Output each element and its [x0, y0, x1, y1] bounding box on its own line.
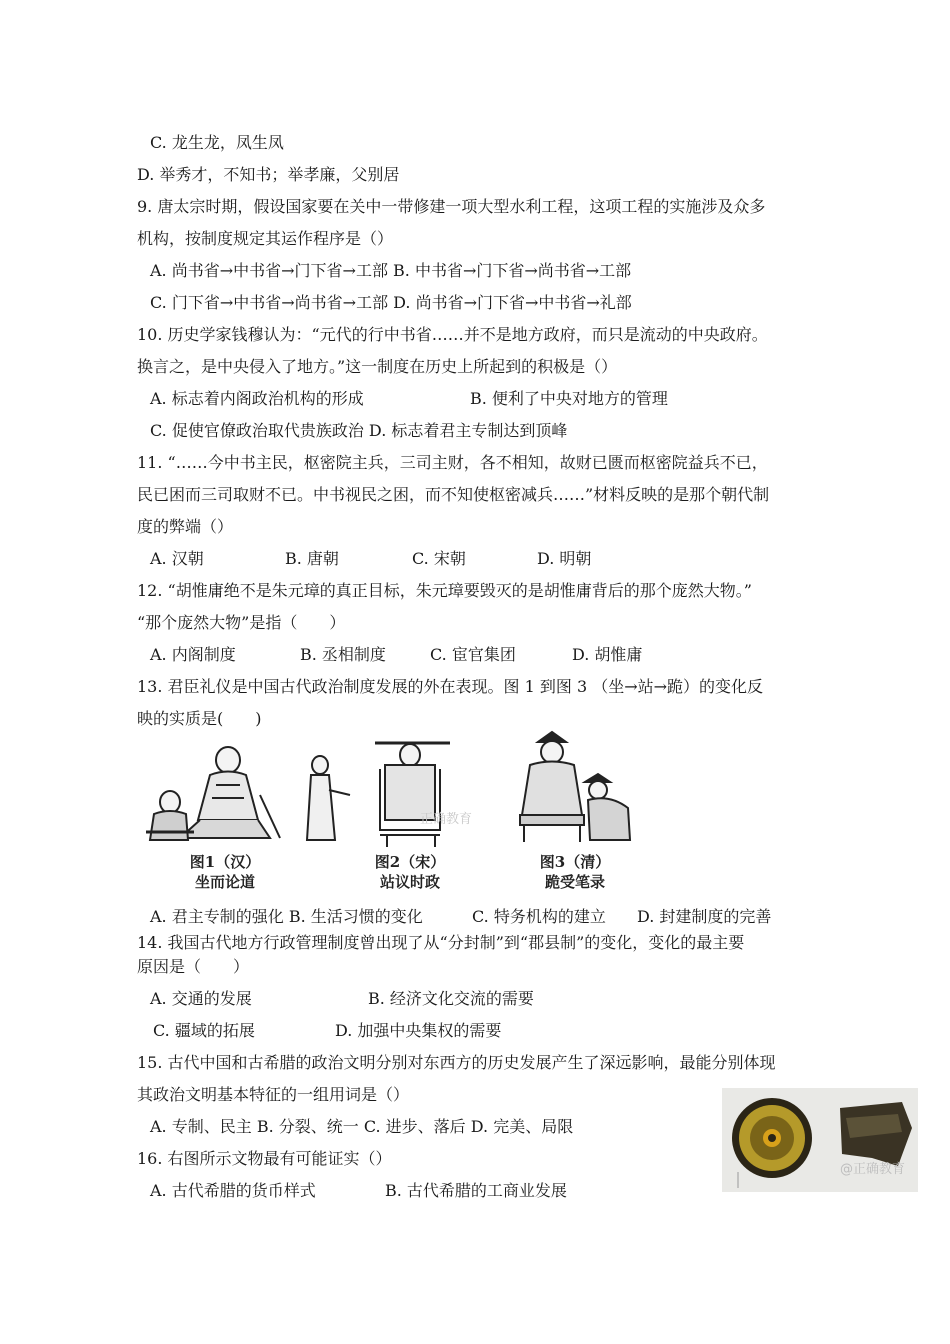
q14-option-b: B. 经济文化交流的需要	[368, 989, 534, 1008]
q12-stem-line1: 12. “胡惟庸绝不是朱元璋的真正目标，朱元璋要毁灭的是胡惟庸背后的那个庞然大物。”	[137, 581, 752, 600]
q9-options-ab: A. 尚书省→中书省→门下省→工部 B. 中书省→门下省→尚书省→工部	[150, 261, 632, 280]
q14-stem-line1: 14. 我国古代地方行政管理制度曾出现了从“分封制”到“郡县制”的变化，变化的最主要	[137, 933, 745, 952]
q9-stem-line1: 9. 唐太宗时期，假设国家要在关中一带修建一项大型水利工程，这项工程的实施涉及众多	[137, 197, 766, 216]
q11-option-b: B. 唐朝	[285, 549, 339, 568]
q11-option-d: D. 明朝	[537, 549, 592, 568]
figure-1-han-illustration	[140, 740, 290, 850]
q9-options-cd: C. 门下省→中书省→尚书省→工部 D. 尚书省→门下省→中书省→礼部	[150, 293, 632, 312]
q10-stem-line1: 10. 历史学家钱穆认为：“元代的行中书省……并不是地方政府，而只是流动的中央政府。	[137, 325, 768, 344]
figure-3-subtitle: 跪受笔录	[544, 873, 605, 891]
q13-option-d: D. 封建制度的完善	[637, 907, 772, 926]
q14-stem-line2: 原因是（ ）	[137, 957, 250, 976]
q16-stem: 16. 右图所示文物最有可能证实（）	[137, 1149, 392, 1168]
q14-option-d: D. 加强中央集权的需要	[335, 1021, 502, 1040]
figure-1-title: 图1（汉）	[189, 853, 261, 871]
q16-option-b: B. 古代希腊的工商业发展	[385, 1181, 567, 1200]
q10-option-a: A. 标志着内阁政治机构的形成	[150, 389, 364, 408]
q14-option-a: A. 交通的发展	[150, 989, 252, 1008]
q16-option-a: A. 古代希腊的货币样式	[150, 1181, 316, 1200]
q10-stem-line2: 换言之，是中央侵入了地方。”这一制度在历史上所起到的积极是（）	[137, 357, 618, 376]
q11-stem-line2: 民已困而三司取财不已。中书视民之困，而不知使枢密减兵……”材料反映的是那个朝代制	[137, 485, 770, 504]
q12-option-a: A. 内阁制度	[150, 645, 236, 664]
q13-stem-line2: 映的实质是( )	[137, 709, 262, 728]
q12-option-b: B. 丞相制度	[300, 645, 386, 664]
q10-option-b: B. 便利了中央对地方的管理	[470, 389, 668, 408]
q13-option-c: C. 特务机构的建立	[472, 907, 606, 926]
figure-1-subtitle: 坐而论道	[194, 873, 255, 891]
q15-stem-line2: 其政治文明基本特征的一组用词是（）	[137, 1085, 410, 1104]
q12-option-d: D. 胡惟庸	[572, 645, 643, 664]
figure-2-song-illustration	[295, 735, 455, 850]
q12-stem-line2: “那个庞然大物”是指（ ）	[137, 613, 346, 632]
q9-stem-line2: 机构，按制度规定其运作程序是（）	[137, 229, 394, 248]
artifact-watermark: @正确教育	[840, 1162, 906, 1177]
q8-option-c: C. 龙生龙，凤生凤	[150, 133, 284, 152]
figure-3-title: 图3（清）	[539, 853, 611, 871]
figure-2-subtitle: 站议时政	[379, 873, 440, 891]
q15-options: A. 专制、民主 B. 分裂、统一 C. 进步、落后 D. 完美、局限	[150, 1117, 574, 1136]
q13-stem-line1: 13. 君臣礼仪是中国古代政治制度发展的外在表现。图 1 到图 3 （坐→站→跪）的变化反	[137, 677, 764, 696]
figure-2-title: 图2（宋）	[374, 853, 446, 871]
q15-stem-line1: 15. 古代中国和古希腊的政治文明分别对东西方的历史发展产生了深远影响，最能分别体现	[137, 1053, 776, 1072]
q10-options-cd: C. 促使官僚政治取代贵族政治 D. 标志着君主专制达到顶峰	[150, 421, 568, 440]
watermark-text: 正确教育	[420, 812, 473, 827]
q11-stem-line3: 度的弊端（）	[137, 517, 234, 536]
q8-option-d: D. 举秀才，不知书；举孝廉，父别居	[137, 165, 400, 184]
q11-option-a: A. 汉朝	[150, 549, 204, 568]
q13-options-ab: A. 君主专制的强化 B. 生活习惯的变化	[150, 907, 423, 926]
q11-stem-line1: 11. “……今中书主民，枢密院主兵，三司主财，各不相知，故财已匮而枢密院益兵不已，	[137, 453, 768, 472]
q11-option-c: C. 宋朝	[412, 549, 466, 568]
figure-3-qing-illustration	[490, 730, 640, 850]
q12-option-c: C. 宦官集团	[430, 645, 516, 664]
q14-option-c: C. 疆域的拓展	[153, 1021, 255, 1040]
